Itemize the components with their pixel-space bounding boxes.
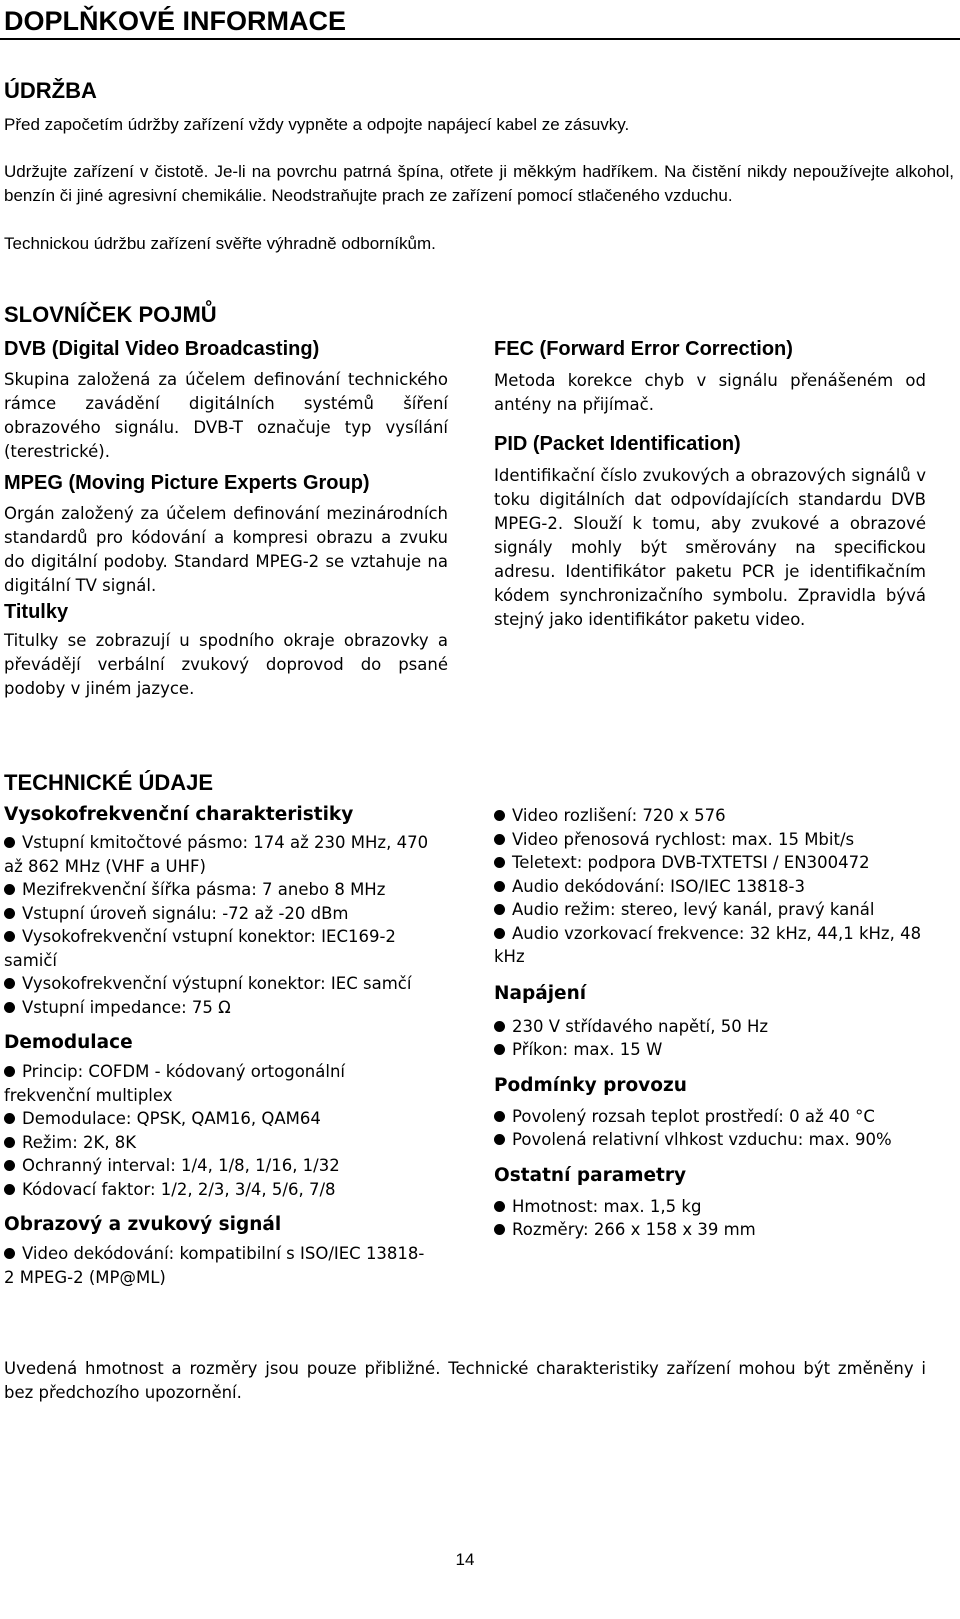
bullet-icon — [4, 908, 15, 919]
other-title: Ostatní parametry — [494, 1164, 687, 1186]
maintenance-paragraph-3: Technickou údržbu zařízení svěřte výhradně odborníkům. — [4, 234, 436, 253]
footer-note: Uvedená hmotnost a rozměry jsou pouze přibližné. Technické charakteristiky zařízení mohou být změněny i bez předchozího upozornění. — [4, 1359, 926, 1402]
conditions-title: Podmínky provozu — [494, 1074, 687, 1096]
spec-item — [494, 875, 926, 899]
spec-item-text: Audio dekódování: ISO/IEC 13818-3 — [512, 876, 806, 896]
bullet-icon — [4, 1248, 15, 1259]
av-title: Obrazový a zvukový signál — [4, 1214, 282, 1235]
spec-item-text: Režim: 2K, 8K — [22, 1132, 137, 1152]
bullet-icon — [4, 884, 15, 895]
spec-item-text: Video dekódování: kompatibilní s ISO/IEC 13818-2 MPEG-2 (MP@ML) — [4, 1244, 425, 1287]
spec-item-text: Demodulace: QPSK, QAM16, QAM64 — [22, 1109, 321, 1128]
spec-item — [494, 1128, 926, 1152]
glossary-text-mpeg: Orgán založený za účelem definování mezinárodních standardů pro kódování a kompresi obrazu a zvuku do digitální podoby. Standard MPEG-2 se vztahuje na digitální TV signál. — [4, 504, 448, 595]
bullet-icon — [494, 1134, 505, 1145]
tech-left-column — [4, 804, 434, 1289]
spec-item-text: Mezifrekvenční šířka pásma: 7 anebo 8 MHz — [22, 880, 386, 899]
spec-item — [4, 1154, 434, 1178]
spec-item — [4, 972, 434, 996]
spec-item — [494, 1015, 926, 1039]
bullet-icon — [4, 1137, 15, 1148]
spec-item — [494, 898, 926, 922]
spec-item — [4, 1107, 434, 1131]
bullet-icon — [494, 810, 505, 821]
spec-item-text: Rozměry: 266 x 158 x 39 mm — [512, 1220, 756, 1239]
bullet-icon — [4, 837, 15, 848]
spec-item — [4, 1060, 434, 1107]
conditions-list — [494, 1105, 926, 1152]
spec-item-text: Příkon: max. 15 W — [512, 1040, 663, 1059]
bullet-icon — [494, 904, 505, 915]
glossary-text-titulky: Titulky se zobrazují u spodního okraje obrazovky a převádějí verbální zvukový doprovod do psané podoby v jiném jazyce. — [4, 631, 448, 698]
glossary-text-fec: Metoda korekce chyb v signálu přenášeném od antény na přijímač. — [494, 371, 926, 414]
bullet-icon — [494, 1201, 505, 1212]
bullet-icon — [4, 1184, 15, 1195]
spec-item-text: Vysokofrekvenční výstupní konektor: IEC samčí — [22, 974, 412, 993]
spec-item-text: Princip: COFDM - kódovaný ortogonální frekvenční multiplex — [4, 1062, 345, 1105]
spec-item-text: Vysokofrekvenční vstupní konektor: IEC169-2 samičí — [4, 927, 396, 970]
spec-item-text: Kódovací faktor: 1/2, 2/3, 3/4, 5/6, 7/8 — [22, 1179, 336, 1199]
power-list — [494, 1015, 926, 1062]
spec-item — [494, 1218, 926, 1242]
bullet-icon — [4, 1113, 15, 1124]
spec-item — [4, 996, 434, 1020]
bullet-icon — [494, 834, 505, 845]
glossary-right-column — [494, 338, 926, 632]
bullet-icon — [494, 881, 505, 892]
maintenance-heading: ÚDRŽBA — [4, 78, 97, 103]
spec-item — [4, 925, 434, 972]
glossary-text-pid: Identifikační číslo zvukových a obrazových signálů v toku digitálních dat odpovídajících standardu DVB MPEG-2. Slouží k tomu, aby zvukové a obrazové signály mohly být směrovány na specifickou adresu. Identifikátor paketu PCR je identifikačním kódem synchronizačního symbolu. Zpravidla bývá stejný jako identifikátor paketu video. — [494, 466, 926, 629]
bullet-icon — [494, 1224, 505, 1235]
spec-item-text: Vstupní impedance: 75 Ω — [22, 997, 231, 1017]
glossary-term-titulky: Titulky — [4, 601, 69, 623]
bullet-icon — [4, 931, 15, 942]
bullet-icon — [4, 978, 15, 989]
spec-item-text: Ochranný interval: 1/4, 1/8, 1/16, 1/32 — [22, 1156, 340, 1175]
spec-item — [494, 804, 926, 828]
glossary-left-column — [4, 338, 448, 701]
spec-item — [4, 878, 434, 902]
page-title: DOPLŇKOVÉ INFORMACE — [0, 4, 960, 40]
spec-item-text: Video rozlišení: 720 x 576 — [512, 806, 726, 825]
spec-item-text: Povolená relativní vlhkost vzduchu: max. 90% — [512, 1130, 892, 1149]
av-list — [4, 1242, 434, 1289]
demod-list — [4, 1060, 434, 1201]
glossary-text-dvb: Skupina založená za účelem definování technického rámce zavádění digitálních systémů šíření obrazového signálu. DVB-T označuje typ vysílání (terestrické). — [4, 370, 448, 461]
bullet-icon — [494, 1021, 505, 1032]
spec-item-text: 230 V střídavého napětí, 50 Hz — [512, 1016, 769, 1036]
tech-heading: TECHNICKÉ ÚDAJE — [4, 770, 214, 795]
spec-item — [4, 1242, 434, 1289]
spec-item-text: Audio režim: stereo, levý kanál, pravý kanál — [512, 900, 875, 919]
maintenance-paragraph-2: Udržujte zařízení v čistotě. Je-li na povrchu patrná špína, otřete ji měkkým hadříkem. Na čistění nikdy nepoužívejte alkohol, benzín či jiné agresivní chemikálie. Neodstraňujte prach ze zařízení pomocí stlačeného vzduchu. — [4, 162, 954, 205]
hf-list — [4, 831, 434, 1019]
spec-item — [494, 828, 926, 852]
bullet-icon — [4, 1002, 15, 1013]
glossary-term-dvb: DVB (Digital Video Broadcasting) — [4, 338, 320, 360]
bullet-icon — [4, 1160, 15, 1171]
spec-item — [4, 1178, 434, 1202]
av-list-continued — [494, 804, 926, 969]
spec-item — [494, 1038, 926, 1062]
other-list — [494, 1195, 926, 1242]
spec-item-text: Povolený rozsah teplot prostředí: 0 až 40 °C — [512, 1106, 875, 1126]
glossary-term-fec: FEC (Forward Error Correction) — [494, 338, 793, 360]
bullet-icon — [494, 928, 505, 939]
spec-item-text: Vstupní úroveň signálu: -72 až -20 dBm — [22, 903, 349, 923]
demod-title: Demodulace — [4, 1032, 133, 1053]
spec-item-text: Audio vzorkovací frekvence: 32 kHz, 44,1 kHz, 48 kHz — [494, 923, 922, 966]
glossary-term-pid: PID (Packet Identification) — [494, 433, 741, 455]
spec-item-text: Teletext: podpora DVB-TXTETSI / EN300472 — [512, 853, 870, 872]
tech-right-column — [494, 804, 926, 1242]
spec-item — [4, 902, 434, 926]
spec-item-text: Hmotnost: max. 1,5 kg — [512, 1196, 702, 1216]
spec-item — [494, 1105, 926, 1129]
spec-item-text: Vstupní kmitočtové pásmo: 174 až 230 MHz, 470 až 862 MHz (VHF a UHF) — [4, 833, 429, 876]
hf-title: Vysokofrekvenční charakteristiky — [4, 804, 354, 825]
bullet-icon — [494, 1111, 505, 1122]
bullet-icon — [494, 1044, 505, 1055]
spec-item — [494, 1195, 926, 1219]
spec-item — [4, 1131, 434, 1155]
page-number: 14 — [455, 1550, 475, 1569]
power-title: Napájení — [494, 982, 587, 1004]
glossary-term-mpeg: MPEG (Moving Picture Experts Group) — [4, 472, 370, 494]
spec-item — [4, 831, 434, 878]
spec-item — [494, 922, 926, 969]
spec-item-text: Video přenosová rychlost: max. 15 Mbit/s — [512, 829, 855, 849]
glossary-heading: SLOVNÍČEK POJMŮ — [4, 302, 217, 327]
spec-item — [494, 851, 926, 875]
bullet-icon — [4, 1066, 15, 1077]
bullet-icon — [494, 857, 505, 868]
maintenance-paragraph-1: Před započetím údržby zařízení vždy vypněte a odpojte napájecí kabel ze zásuvky. — [4, 115, 630, 134]
